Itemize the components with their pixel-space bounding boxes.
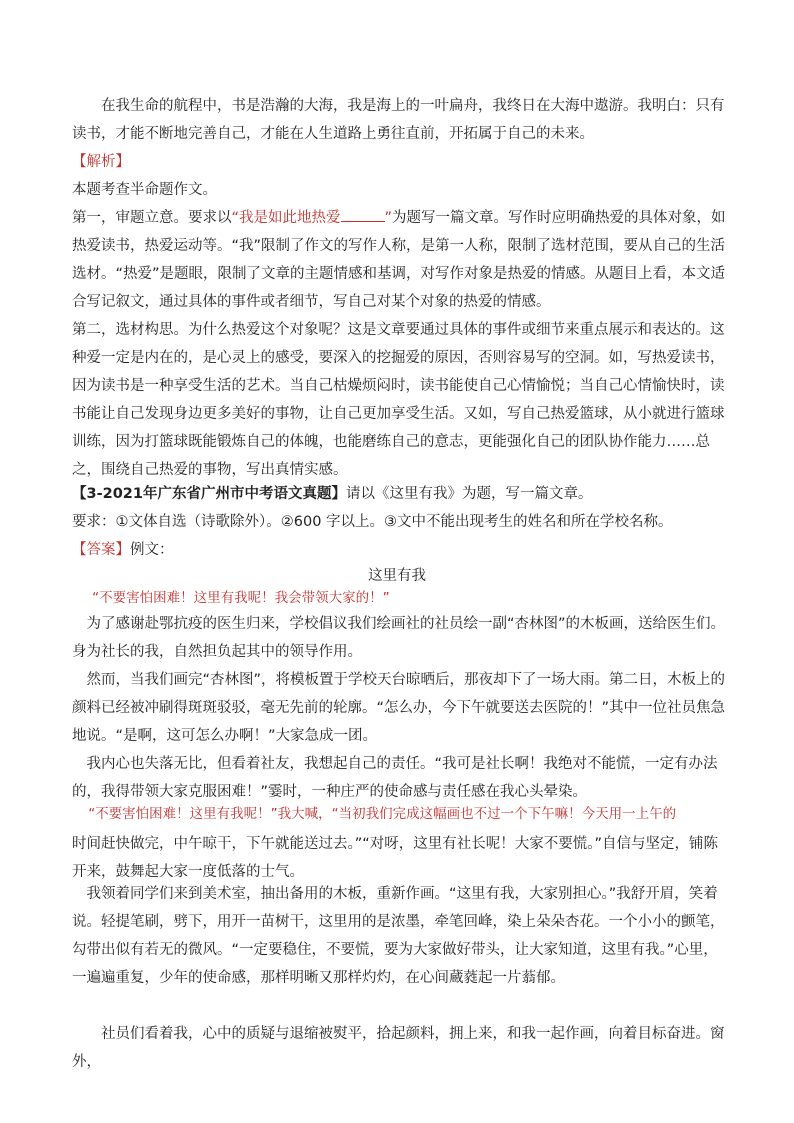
intro-closing-paragraph: 在我生命的航程中，书是浩瀚的大海，我是海上的一叶扁舟，我终日在大海中遨游。我明白：只有读书，才能不断地完善自己，才能在人生道路上勇往直前，开拓属于自己的未来。 [72,98,725,142]
essay-paragraph-5: 我领着同学们来到美术室，抽出备用的木板，重新作画。“这里有我，大家别担心。”我舒开眉，笑着说。轻提笔刷，劈下，用开一苗树干，这里用的是浓墨，牵笔回峰，染上朵朵杏花。一个小小的颤笔，勾带出似有若无的微风。“一定要稳住，不要慌，要为大家做好带头，让大家知道，这里有我。”心里，一遍遍重复，少年的使命感，那样明晰又那样灼灼，在心间蔵蕤起一片蓊郁。 [72,886,725,986]
analysis-first-point [72,204,732,316]
question-3-requirements: 要求：①文体自选（诗歌除外）。②600 字以上。③文中不能出现考生的姓名和所在学校名称。 [72,514,673,530]
answer-line [72,536,174,564]
analysis-topic: 本题考查半命题作文。 [72,182,217,198]
answer-label: 【答案】 [72,542,130,558]
first-point-body: 为题写一篇文章。写作时应明确热爱的具体对象，如热爱读书，热爱运动等。“我”限制了作文的写作人称，是第一人称，限制了选材范围，要从自己的生活选材。“热爱”是题眼，限制了文章的主题情感和基调，对写作对象是热爱的情感。从题目上看，本文适合写记叙文，通过具体的事件或者细节，写自己对某个对象的热爱的情感。 [72,210,726,310]
essay-paragraph-6: 社员们看着我，心中的质疑与退缩被熨平，拾起颜料，拥上来，和我一起作画，向着目标奋进。窗外， [72,1026,725,1070]
essay-paragraph-1: 为了感谢赴鄂抗疫的医生归来，学校倡议我们绘画社的社员绘一副“杏林图”的木板画，送给医生们。身为社长的我，自然担负起其中的领导作用。 [72,616,726,660]
analysis-label: 【解析】 [72,154,130,170]
fill-blank-line [341,207,385,222]
question-3-source: 【3-2021年广东省广州市中考语文真题】 [72,486,346,502]
first-point-quote-open: “我是如此地热爱 [231,210,341,226]
essay-title: 这里有我 [368,568,426,584]
analysis-second-point: 第二，选材构思。为什么热爱这个对象呢？这是文章要通过具体的事件或细节来重点展示和表达的。这种爱一定是内在的，是心灵上的感受，要深入的挖掘爱的原因，否则容易写的空洞。如，写热爱读书，因为读书是一种享受生活的艺术。当自己枯燥烦闷时，读书能使自己心情愉悦；当自己心情愉快时，读书能让自己发现身边更多美好的事物，让自己更加享受生活。又如，写自己热爱篮球，从小就进行篮球训练，因为打篮球既能锻炼自己的体魄，也能磨练自己的意志，更能强化自己的团队协作能力……总之，围绕自己热爱的事物，写出真情实感。 [72,322,725,478]
essay-paragraph-4-quote: “不要害怕困难！这里有我呢！”我大喊，“当初我们完成这幅画也不过一个下午嘛！今天用一上午的 [88,806,677,822]
answer-example-label: 例文： [130,542,174,558]
essay-paragraph-4: 时间赶快做完，中午晾干，下午就能送过去。”“对呀，这里有社长呢！大家不要慌。”自信与坚定，铺陈开来，鼓舞起大家一度低落的士气。 [72,836,719,880]
essay-opening-quote: “不要害怕困难！这里有我呢！我会带领大家的！” [92,590,390,606]
first-point-quote-close: ” [384,210,393,226]
question-3-line [72,480,592,508]
essay-paragraph-4-red [72,800,732,828]
question-3-prompt: 请以《这里有我》为题，写一篇文章。 [345,486,593,502]
essay-paragraph-2: 然而，当我们画完“杏林图”，将模板置于学校天台晾晒后，那夜却下了一场大雨。第二日，木板上的颜料已经被冲刷得斑斑驳驳，毫无先前的轮廓。“怎么办，今下午就要送去医院的！”其中一位社员焦急地说。“是啊，这可怎么办啊！”大家急成一团。 [72,672,726,744]
essay-paragraph-3: 我内心也失落无比，但看着社友，我想起自己的责任。“我可是社长啊！我绝对不能慌，一定有办法的，我得带领大家克服困难！”霎时，一种庄严的使命感与责任感在我心头晕染。 [72,756,718,800]
first-point-lead: 第一，审题立意。要求以 [72,210,232,226]
